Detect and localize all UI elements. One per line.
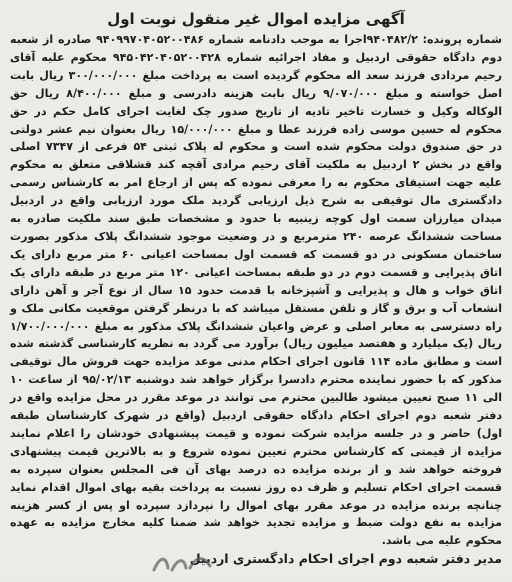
notice-signature: مدیر دفتر شعبه دوم اجرای احکام دادگستری اردبیل	[189, 551, 502, 567]
notice-body: شماره پرونده: ۹۴۰۴۸۲/۲اجرا به موجب دادنامه شماره ۹۴۰۹۹۷۰۴۰۵۲۰۰۴۸۶ صادره از شعبه دوم دادگاه حقوقی اردبیل و مفاد اجرائیه شماره ۹۴۵۰۴۲۰۴۰۵۲۰۰۴۲۸ محکوم علیه آقای رحیم مردادی فرزند سعد اله محکوم گردیده است به پرداخت مبلغ ۳۰۰/۰۰۰/۰۰۰ ریال بابت اصل خواسته و مبلغ ۹/۰۷۰/۰۰۰ ریال بابت هزینه دادرسی و مبلغ ۸/۴۰۰/۰۰۰ ریال حق الوکاله وکیل و خسارت تاخیر تادیه از تاریخ صدور چک لغایت اجرای کامل حکم در حق محکوم له حسین موسی زاده فرزند عطا و مبلغ ۱۵/۰۰۰/۰۰۰ ریال بعنوان نیم عشر دولتی در حق صندوق دولت محکوم شده است و محکوم له پلاک ثبتی ۵۴ فرعی از ۷۳۴۷ اصلی واقع در بخش ۲ اردبیل به ملکیت آقای رحیم مرادی آقچه کند قشلاقی متعلق به محکوم علیه جهت استیفای محکوم به را معرفی نموده که پس از ارجاع امر به کارشناس رسمی دادگستری مال توقیفی به شرح ذیل ارزیابی گردید ملک مورد ارزیابی واقع در اردبیل میدان میارزان سمت اول کوچه زینبیه با حدود و مشخصات طبق سند ملکیت صادره به مساحت ششدانگ عرصه ۲۴۰ مترمربع و در وضعیت موجود ششدانگ پلاک مذکور بصورت ساختمان مسکونی در دو قسمت که قسمت اول بمساحت اعیانی ۶۰ متر مربع دارای یک اتاق پذیرایی و قسمت دوم در دو طبقه بمساحت اعیانی ۱۲۰ متر مربع در طبقه دارای یک اتاق خواب و هال و پذیرایی و آشپزخانه با قدمت حدود ۱۵ سال از نوع آجر و آهن دارای انشعاب آب و برق و گاز و تلفن مستقل میباشد که با درنظر گرفتن موقعیت مکانی ملک و راه دسترسی به معابر اصلی و عرض واعیان ششدانگ پلاک مذکور به مبلغ ۱/۷۰۰/۰۰۰/۰۰۰ ریال (یک میلیارد و هفتصد میلیون ریال) برآورد می گردد به نظریه کارشناسی گذشته شده است و مطابق ماده ۱۱۴ قانون اجرای احکام مدنی موعد مزایده جهت فروش مال توقیفی مذکور که با حضور نماینده محترم دادسرا برگزار خواهد شد دوشنبه ۹۵/۰۲/۱۳ از ساعت ۱۰ الی ۱۱ صبح تعیین میشود طالبین محترم می توانند در موعد مقرر در محل مزایده واقع در دفتر شعبه دوم اجرای احکام دادگاه حقوقی اردبیل (واقع در شهرک کارشناسان طبقه اول) حاضر و در جلسه مزایده شرکت نموده و قیمت پیشنهادی خودشان را اعلام نمایند مزایده از قیمتی که کارشناس محترم تعیین نموده شروع و به بالاترین قیمت پیشنهادی فروخته خواهد شد و از برنده مزایده ده درصد بهای آن فی المجلس بعنوان سپرده به قسمت اجرای احکام تسلیم و ظرف ده روز نسبت به پرداخت بقیه بهای اموال اقدام نماید چنانچه برنده مزایده در موعد مقرر بهای اموال را نپردازد سپرده او پس از کسر هزینه مزایده به نفع دولت ضبط و مزایده تجدید خواهد شد ضمنا کلیه مخارج مزایده به عهده محکوم علیه می باشد.	[10, 33, 503, 548]
handwritten-mark	[150, 550, 220, 576]
auction-notice	[10, 6, 502, 572]
notice-title: آگهی مزایده اموال غیر منقول نوبت اول	[107, 10, 405, 28]
